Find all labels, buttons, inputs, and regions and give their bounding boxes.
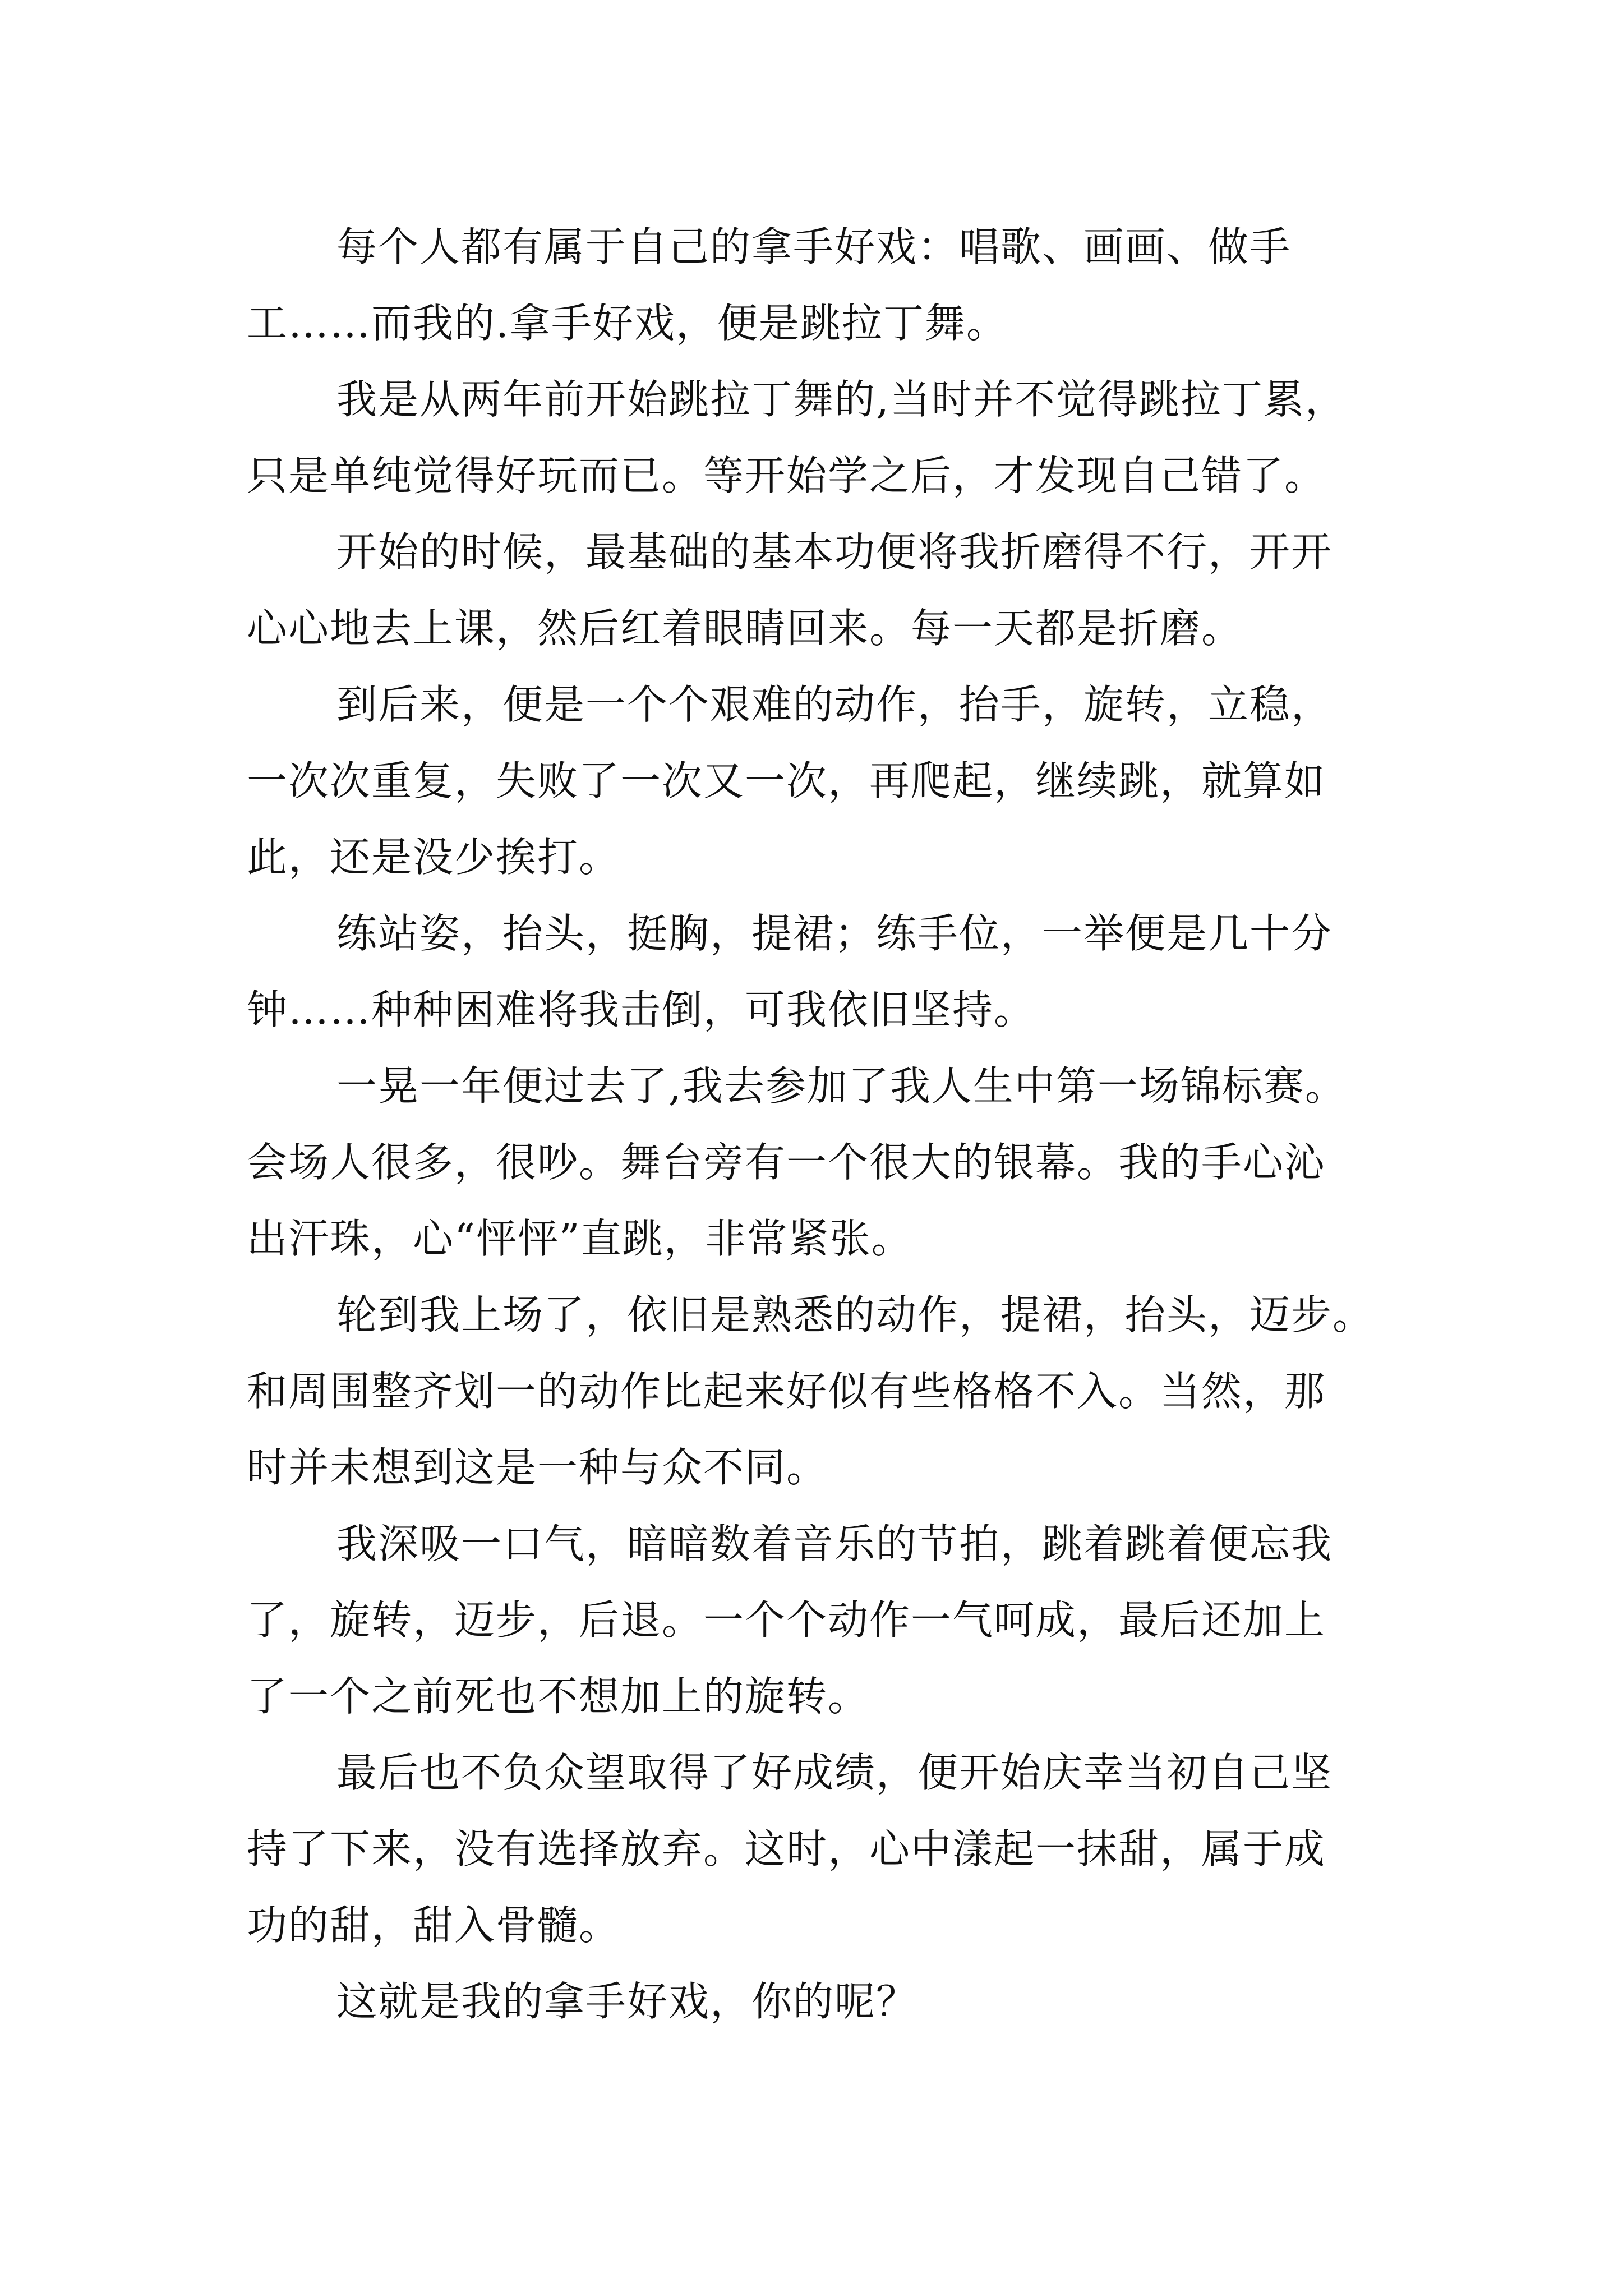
paragraph-3 [247,514,1447,666]
paragraph-line: 到后来，便是一个个艰难的动作，抬手，旋转，立稳， [336,681,1333,728]
paragraph-line: 时并未想到这是一种与众不同。 [247,1444,828,1491]
paragraph-line: 了一个之前死也不想加上的旋转。 [247,1673,870,1720]
paragraph-line: 钟……种种困难将我击倒，可我依旧坚持。 [247,986,1036,1033]
paragraph-6 [247,1048,1447,1277]
paragraph-line: 了，旋转，迈步，后退。一个个动作一气呵成，最后还加上 [247,1596,1326,1644]
paragraph-1 [247,209,1447,361]
document-body [247,209,1447,2040]
paragraph-line: 出汗珠，心“怦怦”直跳，非常紧张。 [247,1215,913,1262]
paragraph-line: 轮到我上场了，依旧是熟悉的动作，提裙，抬头，迈步。 [336,1291,1375,1338]
paragraph-line: 最后也不负众望取得了好成绩，便开始庆幸当初自己坚 [336,1749,1333,1796]
paragraph-8 [247,1506,1447,1734]
paragraph-line: 心心地去上课，然后红着眼睛回来。每一天都是折磨。 [247,605,1243,652]
paragraph-line: 会场人很多，很吵。舞台旁有一个很大的银幕。我的手心沁 [247,1139,1326,1186]
paragraph-line: 功的甜，甜入骨髓。 [247,1902,621,1949]
paragraph-line: 这就是我的拿手好戏，你的呢？ [336,1978,918,2025]
paragraph-line: 练站姿，抬头，挺胸，提裙；练手位，一举便是几十分 [336,910,1333,957]
paragraph-line: 每个人都有属于自己的拿手好戏：唱歌、画画、做手 [336,223,1292,270]
paragraph-line: 持了下来，没有选择放弃。这时，心中漾起一抹甜，属于成 [247,1825,1326,1872]
paragraph-4 [247,666,1447,895]
paragraph-line: 我深吸一口气，暗暗数着音乐的节拍，跳着跳着便忘我 [336,1520,1333,1567]
paragraph-line: 此，还是没少挨打。 [247,834,621,881]
paragraph-7 [247,1277,1447,1506]
paragraph-line: 开始的时候，最基础的基本功便将我折磨得不行，开开 [336,528,1333,576]
paragraph-line: 工……而我的.拿手好戏，便是跳拉丁舞。 [247,300,1008,347]
paragraph-line: 一次次重复，失败了一次又一次，再爬起，继续跳，就算如 [247,757,1326,804]
paragraph-5 [247,895,1447,1048]
paragraph-line: 只是单纯觉得好玩而已。等开始学之后，才发现自己错了。 [247,452,1326,499]
paragraph-9 [247,1734,1447,1963]
paragraph-line: 一晃一年便过去了,我去参加了我人生中第一场锦标赛。 [336,1062,1347,1110]
paragraph-line: 我是从两年前开始跳拉丁舞的,当时并不觉得跳拉丁累， [336,376,1347,423]
paragraph-10 [247,1963,1447,2040]
paragraph-2 [247,361,1447,514]
paragraph-line: 和周围整齐划一的动作比起来好似有些格格不入。当然，那 [247,1368,1326,1415]
